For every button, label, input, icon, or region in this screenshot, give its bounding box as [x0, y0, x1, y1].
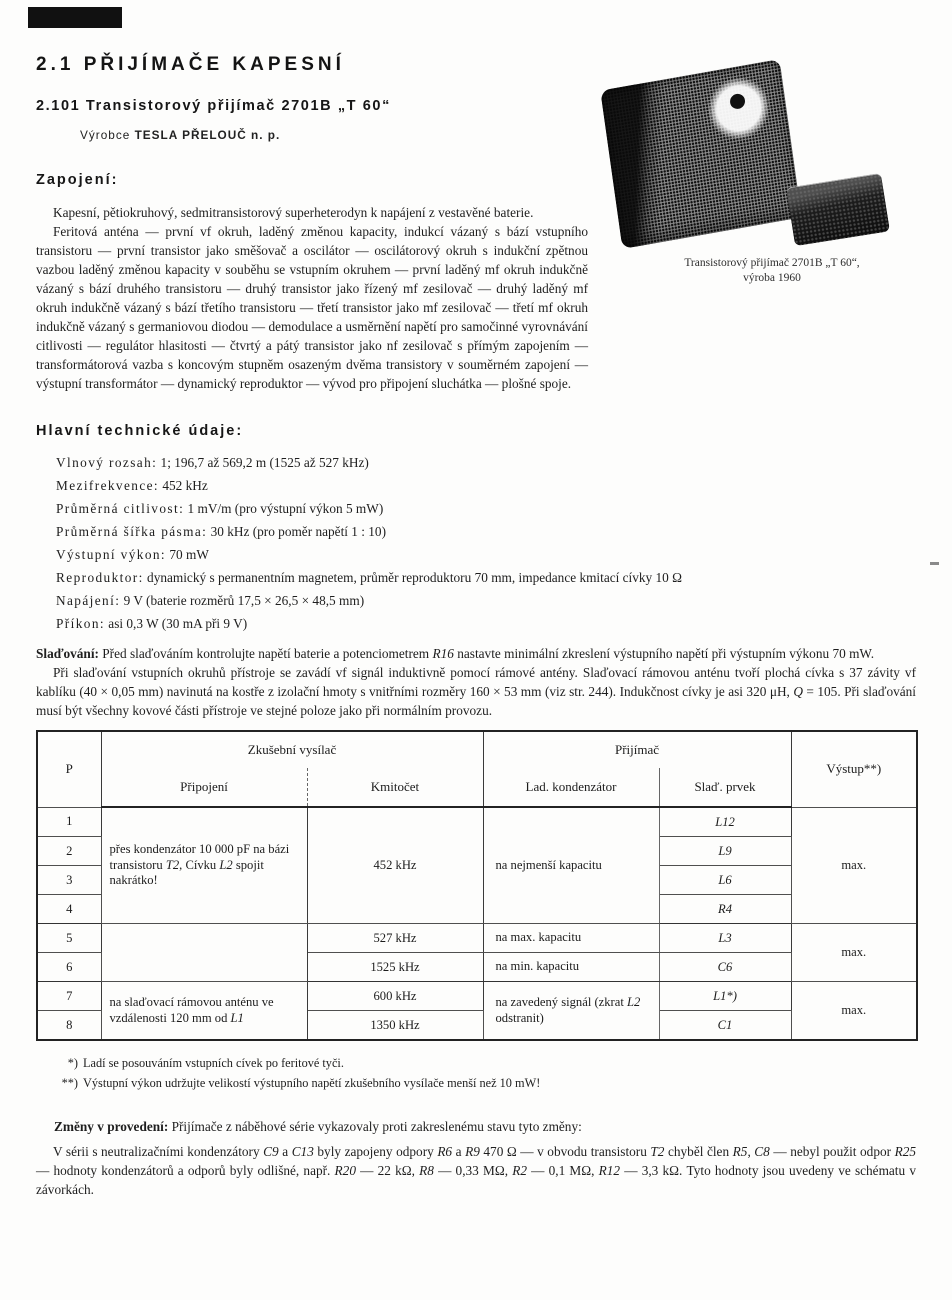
spec-label: Výstupní výkon:: [56, 547, 167, 562]
alignment-paragraph-2: Při slaďování vstupních okruhů přístroje se zavádí vf signál induktivně pomocí rámové antény. Slaďovací rámovou anténu tvoří plochá cívka s 37 závity vf kablíku (40 × 0,05 mm) navinutá na kostře z izolační hmoty s vnitřními rozměry 160 × 53 mm (viz str. 244). Indukčnost cívky je asi 320 μH, Q = 105. Při slaďování musí být všechny kovové části přístroje ve stejné poloze jako při normálním provozu.: [36, 665, 916, 718]
product-photo: [602, 72, 942, 300]
col-header-tuning-capacitor: Lad. kondenzátor: [483, 768, 659, 807]
row-number: 1: [37, 807, 101, 837]
row-number: 5: [37, 924, 101, 953]
wiring-heading: Zapojení:: [36, 172, 119, 188]
changes-intro: Přijímače z náběhové série vykazovaly proti zakreslenému stavu tyto změny:: [168, 1119, 582, 1134]
spec-line: [56, 591, 916, 611]
alignment-paragraph-1: [36, 644, 916, 663]
spec-value: asi 0,3 W (30 mA při 9 V): [108, 616, 248, 631]
output-cell-rows-7-8: max.: [791, 982, 917, 1041]
footnote-2: [50, 1073, 916, 1093]
capacitor-cell-rows-1-4: na nejmenší kapacitu: [483, 807, 659, 924]
scan-artifact-dash: [930, 562, 939, 565]
output-cell-rows-5-6: max.: [791, 924, 917, 982]
element-cell: L3: [659, 924, 791, 953]
element-cell: L1*): [659, 982, 791, 1011]
spec-label: Příkon:: [56, 616, 105, 631]
frequency-cell: 1350 kHz: [307, 1011, 483, 1041]
row-number: 6: [37, 953, 101, 982]
photo-caption-line2: výroba 1960: [743, 271, 801, 284]
footnote-1: [50, 1053, 916, 1073]
spec-label: Mezifrekvence:: [56, 478, 160, 493]
spec-label: Vlnový rozsah:: [56, 455, 158, 470]
tuning-knob: [730, 93, 747, 110]
radio-device-photo: [600, 59, 802, 249]
output-cell-rows-1-4: max.: [791, 807, 917, 924]
element-cell: R4: [659, 895, 791, 924]
spec-value: 1 mV/m (pro výstupní výkon 5 mW): [187, 501, 384, 516]
footnote-2-marker: **): [61, 1076, 78, 1090]
footnote-1-text: Ladí se posouváním vstupních cívek po feritové tyči.: [83, 1056, 344, 1070]
manufacturer-name: TESLA PŘELOUČ n. p.: [134, 128, 281, 142]
spec-value: 9 V (baterie rozměrů 17,5 × 26,5 × 48,5 mm): [123, 593, 365, 608]
spec-label: Reproduktor:: [56, 570, 144, 585]
spec-line: [56, 453, 916, 473]
photo-caption: [602, 256, 942, 285]
section-title: 2.1 PŘIJÍMAČE KAPESNÍ: [36, 54, 345, 75]
col-header-output: Výstup**): [791, 731, 917, 807]
table-row: [37, 807, 917, 837]
group-header-transmitter: Zkušební vysílač: [101, 731, 483, 768]
table-row: [37, 924, 917, 953]
spec-line: [56, 568, 916, 588]
tech-spec-list: [56, 453, 916, 634]
spec-line: [56, 614, 916, 634]
changes-label: Změny v provedení:: [54, 1119, 169, 1134]
connection-cell-rows-5-6: [101, 924, 307, 982]
spec-line: [56, 476, 916, 496]
scan-artifact-block: [28, 7, 122, 28]
subsection-title: 2.101 Transistorový přijímač 2701B „T 60“: [36, 98, 391, 114]
spec-label: Napájení:: [56, 593, 121, 608]
manufacturer-label: Výrobce: [80, 128, 131, 142]
alignment-paragraph-1-text: Před slaďováním kontrolujte napětí baterie a potenciometrem R16 nastavte minimální zkreslení výstupního napětí při výstupním výkonu 70 mW.: [98, 646, 875, 661]
spec-line: [56, 499, 916, 519]
changes-paragraph: V sérii s neutralizačními kondenzátory C9 a C13 byly zapojeny odpory R6 a R9 470 Ω — v obvodu transistoru T2 chyběl člen R5, C8 — nebyl použit odpor R25 — hodnoty kondenzátorů a odporů byly odlišné, např. R20 — 22 kΩ, R8 — 0,33 MΩ, R2 — 0,1 MΩ, R12 — 3,3 kΩ. Tyto hodnoty jsou uvedeny ve schématu v závorkách.: [36, 1144, 917, 1197]
element-cell: L12: [659, 807, 791, 837]
footnote-1-marker: *): [67, 1056, 78, 1070]
row-number: 4: [37, 895, 101, 924]
row-number: 2: [37, 837, 101, 866]
alignment-table: [36, 730, 918, 1041]
col-header-alignment-element: Slaď. prvek: [659, 768, 791, 807]
row-number: 3: [37, 866, 101, 895]
spec-label: Průměrná šířka pásma:: [56, 524, 208, 539]
frequency-cell: 600 kHz: [307, 982, 483, 1011]
tech-data-heading: Hlavní technické údaje:: [36, 423, 244, 439]
frequency-cell-rows-1-4: 452 kHz: [307, 807, 483, 924]
spec-line: [56, 522, 916, 542]
row-number: 7: [37, 982, 101, 1011]
footnote-2-text: Výstupní výkon udržujte velikostí výstupního napětí zkušebního vysílače menší než 10 mW!: [83, 1076, 541, 1090]
element-cell: C1: [659, 1011, 791, 1041]
element-cell: L9: [659, 837, 791, 866]
col-header-frequency: Kmitočet: [307, 768, 483, 807]
element-cell: L6: [659, 866, 791, 895]
spec-line: [56, 545, 916, 565]
frequency-cell: 1525 kHz: [307, 953, 483, 982]
footnotes: [50, 1053, 916, 1093]
col-header-connection: Připojení: [101, 768, 307, 807]
spec-value: dynamický s permanentním magnetem, průměr reproduktoru 70 mm, impedance kmitací cívky 10 Ω: [147, 570, 683, 585]
connection-cell-rows-1-4: přes kondenzátor 10 000 pF na bázi transistoru T2, Cívku L2 spojit nakrátko!: [101, 807, 307, 924]
group-header-receiver: Přijímač: [614, 742, 660, 757]
connection-cell-rows-7-8: na slaďovací rámovou anténu ve vzdálenosti 120 mm od L1: [101, 982, 307, 1041]
photo-caption-line1: Transistorový přijímač 2701B „T 60“,: [684, 257, 860, 269]
frequency-cell: 527 kHz: [307, 924, 483, 953]
capacitor-cell: na min. kapacitu: [483, 953, 659, 982]
row-number: 8: [37, 1011, 101, 1041]
alignment-table-wrap: [36, 730, 916, 1041]
spec-value: 452 kHz: [162, 478, 208, 493]
small-device-photo: [786, 173, 890, 246]
spec-value: 70 mW: [169, 547, 209, 562]
changes-heading-line: [36, 1117, 916, 1136]
wiring-paragraph-1: Kapesní, pětiokruhový, sedmitransistorový superheterodyn k napájení z vestavěné baterie.: [53, 205, 534, 220]
element-cell: C6: [659, 953, 791, 982]
spec-value: 1; 196,7 až 569,2 m (1525 až 527 kHz): [160, 455, 369, 470]
capacitor-cell-rows-7-8: na zavedený signál (zkrat L2 odstranit): [483, 982, 659, 1041]
wiring-paragraph-2: Feritová anténa — první vf okruh, laděný změnou kapacity, indukcí vázaný s bází vstupního transistoru — první transistor jako směšovač a oscilátor — oscilátorový okruh s indukční zpětnou vazbou laděný změnou kapacity v souběhu se vstupním okruhem — první laděný mf okruh indukčně vázaný s bází druhého transistoru — druhý transistor jako řízený mf zesilovač — druhý laděný mf okruh indukčně vázaný s bází třetího transistoru — třetí transistor jako mf zesilovač — třetí mf okruh indukčně vázaný s germaniovou diodou — demodulace a usměrnění napětí pro samočinné vyrovnávání citlivosti — regulátor hlasitosti — čtvrtý a pátý transistor jako nf zesilovač s přímým zapojením — transformátorová vazba s koncovým stupněm osazeným dvěma transistory v souměrném zapojení — výstupní transformátor — dynamický reproduktor — vývod pro připojení sluchátka — plošné spoje.: [36, 224, 588, 391]
table-row: [37, 982, 917, 1011]
capacitor-cell: na max. kapacitu: [483, 924, 659, 953]
alignment-label: Slaďování:: [36, 646, 99, 661]
spec-label: Průměrná citlivost:: [56, 501, 185, 516]
col-header-p: P: [37, 731, 101, 807]
spec-value: 30 kHz (pro poměr napětí 1 : 10): [210, 524, 386, 539]
photo-stage: [602, 72, 942, 250]
